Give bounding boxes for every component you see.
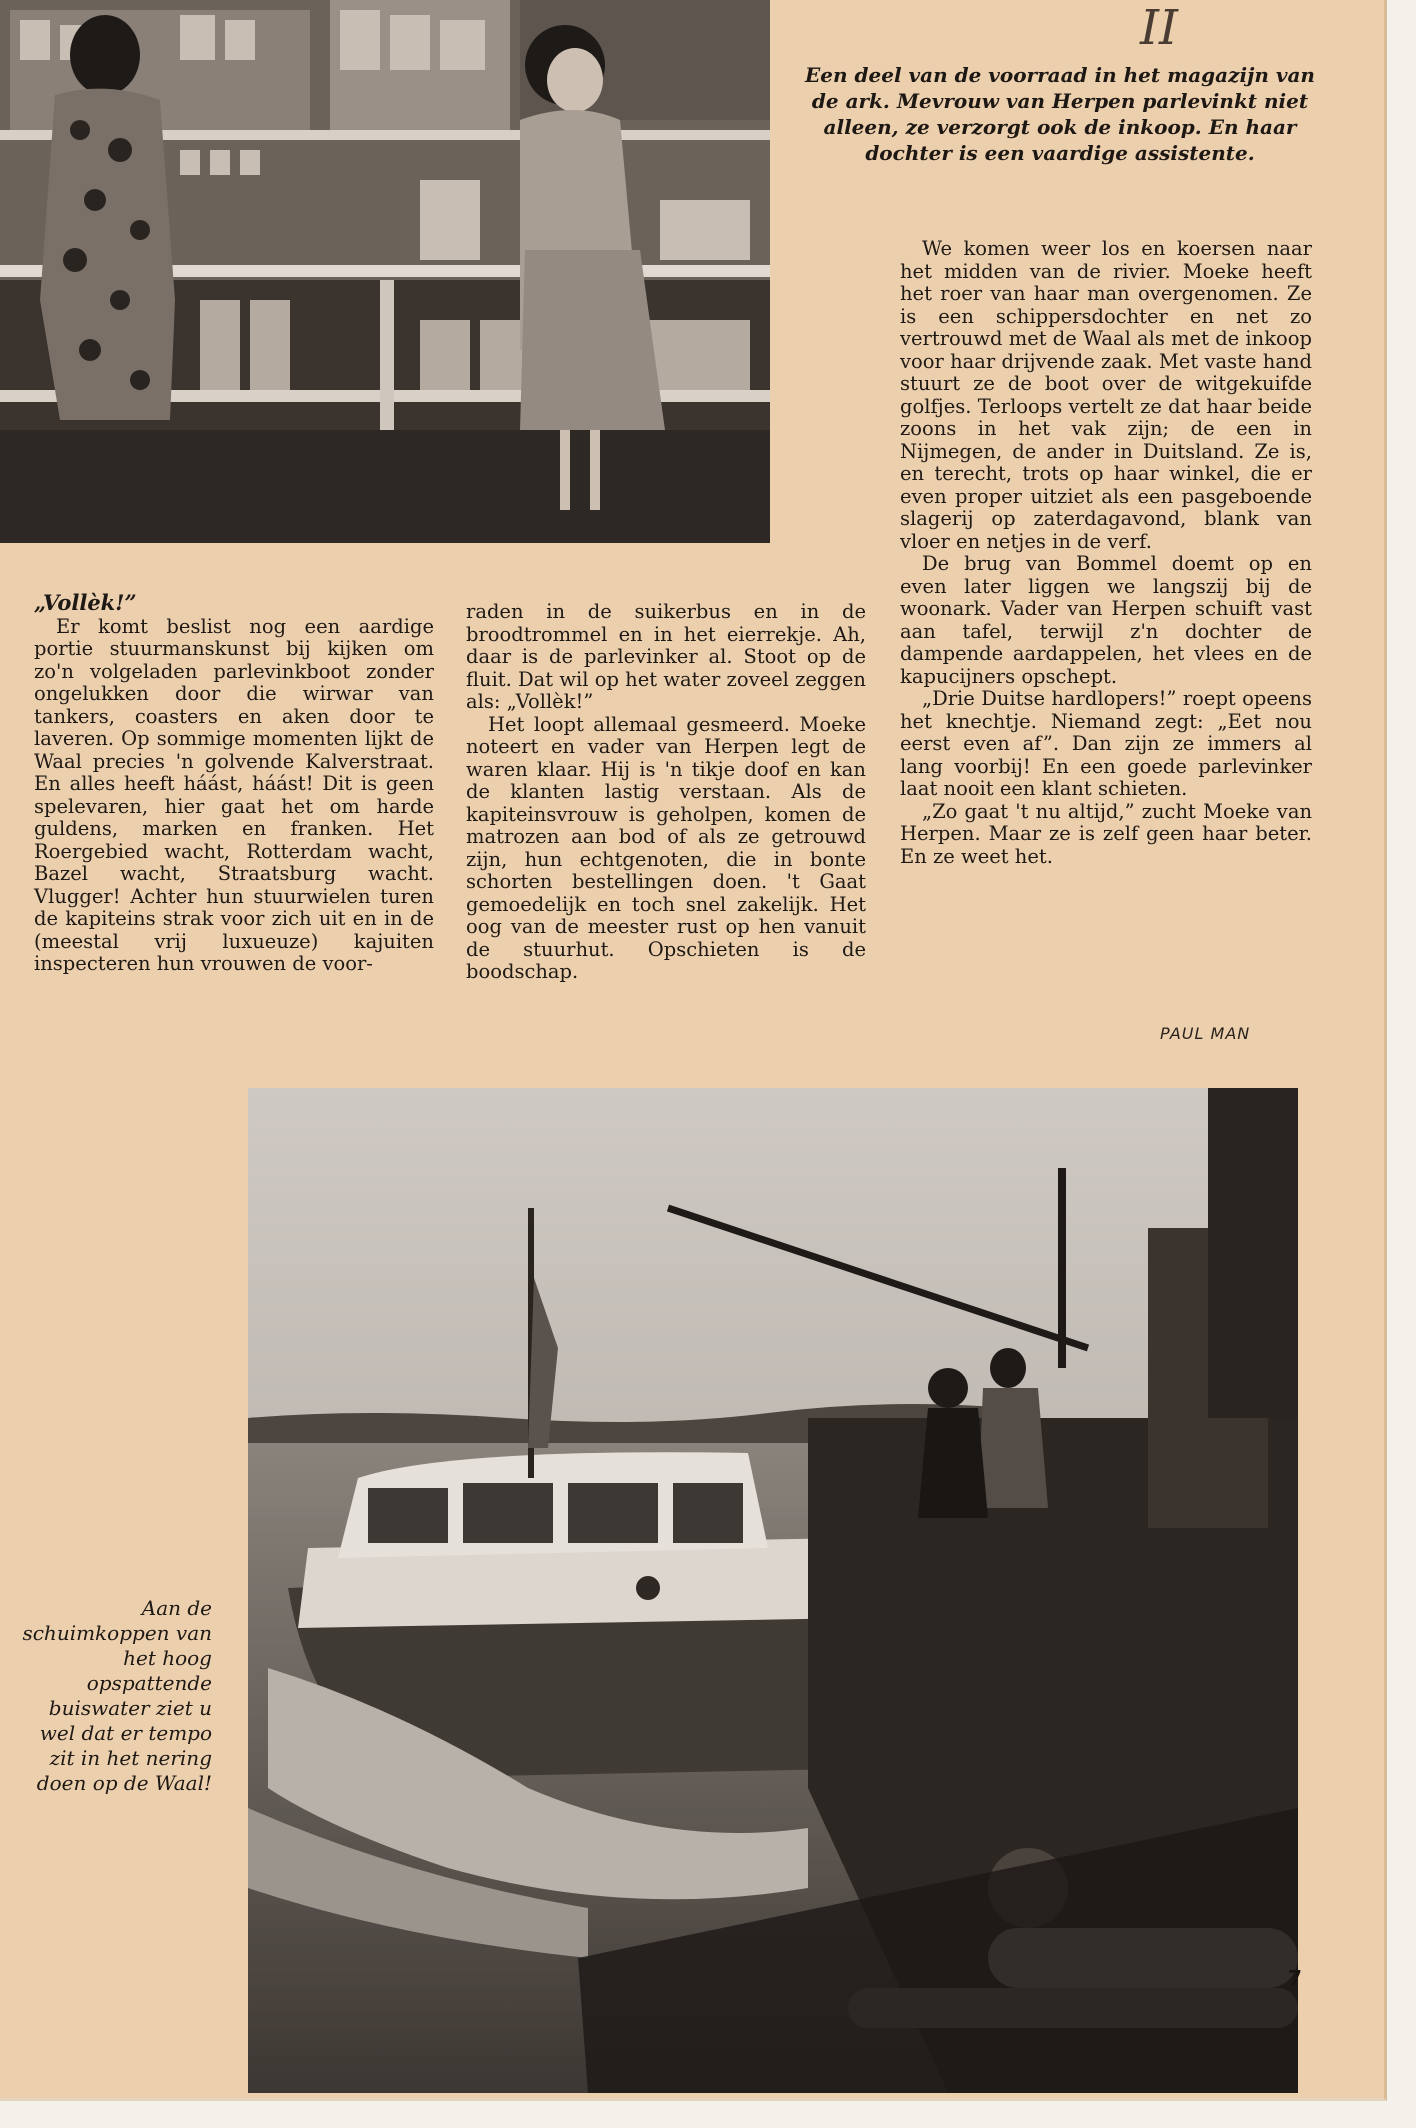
paragraph: Het loopt allemaal gesmeerd. Moeke noteert en vader van Herpen legt de waren klaar. Hij is 'n tikje doof en kan de klanten lastig verstaan. Als de kapiteinsvrouw is geholpen, komen de matrozen aan bod of als ze getrouwd zijn, hun echtgenoten, die in bonte schorten bestellingen doen. 't Gaat gemoedelijk en toch snel zakelijk. Het oog van de meester rust op hen vanuit de stuurhut. Opschieten is de boodschap. (466, 712, 866, 983)
author-byline: PAUL MAN (1160, 1024, 1251, 1043)
paragraph: Er komt beslist nog een aardige portie stuurmanskunst bij kijken om zo'n volgeladen parlevinkboot zonder ongelukken door die wirwar van tankers, coasters en aken door te laveren. Op sommige momenten lijkt de Waal precies 'n golvende Kalverstraat. En alles heeft háást, háást! Dit is geen spelevaren, hier gaat het om harde guldens, marken en franken. Het Roergebied wacht, Rotterdam wacht, Bazel wacht, Straatsburg wacht. Vlugger! Achter hun stuurwielen turen de kapiteins strak voor zich uit en in de (meestal vrij luxueuze) kajuiten inspecteren hun vrouwen de voor- (34, 614, 434, 975)
article-column-3 (900, 238, 1312, 868)
article-heading: „Vollèk!” (34, 590, 137, 615)
boat-on-river-photo (248, 1088, 1298, 2093)
article-column-2 (466, 601, 866, 984)
shop-interior-photo (0, 0, 770, 543)
paragraph: We komen weer los en koersen naar het midden van de rivier. Moeke heeft het roer van haar man overgenomen. Ze is een schippersdochter en net zo vertrouwd met de Waal als met de inkoop voor haar drijvende zaak. Met vaste hand stuurt ze de boot over de witgekuifde golfjes. Terloops vertelt ze dat haar beide zoons in het vak zijn; de een in Nijmegen, de ander in Duitsland. Ze is, en terecht, trots op haar winkel, die er even proper uitziet als een pasgeboende slagerij op zaterdagavond, blank van vloer en netjes in de verf. (900, 237, 1312, 553)
paragraph: „Zo gaat 't nu altijd,” zucht Moeke van Herpen. Maar ze is zelf geen haar beter. En ze weet het. (900, 799, 1312, 868)
photo-caption-top: Een deel van de voorraad in het magazijn van de ark. Mevrouw van Herpen parlevinkt niet alleen, ze verzorgt ook de inkoop. En haar dochter is een vaardige assistente. (805, 63, 1315, 165)
paragraph: „Drie Duitse hardlopers!” roept opeens het knechtje. Niemand zegt: „Eet nou eerst even af”. Dan zijn ze immers al lang voorbij! En een goede parlevinker laat nooit een klant schieten. (900, 687, 1312, 800)
paragraph: De brug van Bommel doemt op en even later liggen we langszij bij de woonark. Vader van Herpen schuift vast aan tafel, terwijl z'n dochter de dampende aardappelen, het vlees en de kapucijners opschept. (900, 552, 1312, 688)
paragraph: raden in de suikerbus en in de broodtrommel en in het eierrekje. Ah, daar is de parlevinker al. Stoot op de fluit. Dat wil op het water zoveel zeggen als: „Vollèk!” (466, 600, 866, 713)
page-number: 7 (1288, 1966, 1302, 1990)
page-marker: II (1140, 0, 1178, 56)
photo-caption-side: Aan de schuimkoppen van het hoog opspattende buiswater ziet u wel dat er tempo zit in het nering doen op de Waal! (22, 1596, 212, 1795)
article-column-1 (34, 592, 434, 976)
